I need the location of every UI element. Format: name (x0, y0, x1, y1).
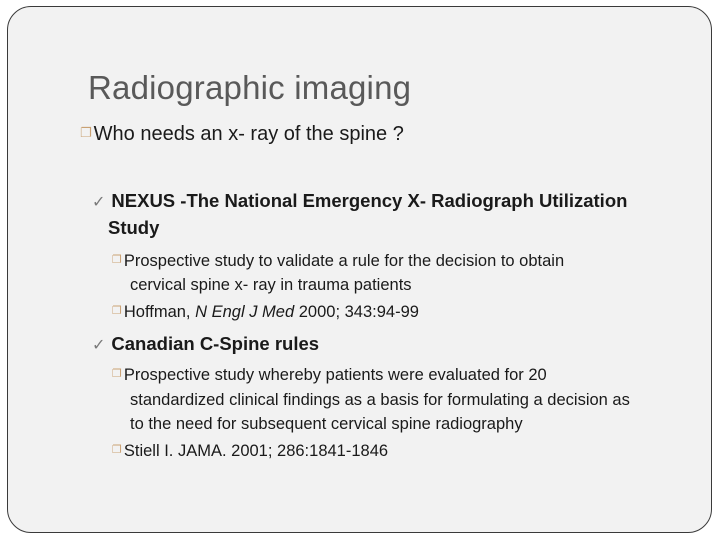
slide-title: Radiographic imaging (88, 69, 412, 106)
bullet-icon: ❐ (112, 368, 122, 380)
bullet-icon: ❐ (112, 305, 122, 317)
bullet-icon: ❐ (112, 444, 122, 456)
list-item: ❐ Prospective study whereby patients were evaluated for 20 (112, 366, 547, 384)
bullet-icon: ❐ (80, 125, 92, 140)
list-item-cont: standardized clinical findings as a basis for formulating a decision as (130, 391, 630, 409)
section-nexus-heading: ✓ NEXUS -The National Emergency X- Radiograph Utilization (92, 190, 628, 211)
list-item-cont: cervical spine x- ray in trauma patients (130, 276, 412, 294)
slide (7, 6, 712, 533)
section-nexus-heading-cont: Study (108, 217, 160, 238)
question-text: Who needs an x- ray of the spine ? (93, 123, 404, 145)
list-item-citation: ❐ Stiell I. JAMA. 2001; 286:1841-1846 (112, 442, 389, 460)
checkmark-icon: ✓ (92, 194, 106, 211)
question-line (80, 123, 404, 146)
list-item: ❐ Prospective study to validate a rule for the decision to obtain (112, 252, 565, 270)
bullet-icon: ❐ (112, 254, 122, 266)
section-canadian-heading: ✓ Canadian C-Spine rules (92, 333, 320, 354)
list-item-citation: ❐ Hoffman, N Engl J Med 2000; 343:94-99 (112, 303, 419, 321)
checkmark-icon: ✓ (92, 337, 106, 354)
list-item-cont: to the need for subsequent cervical spine radiography (130, 415, 523, 433)
